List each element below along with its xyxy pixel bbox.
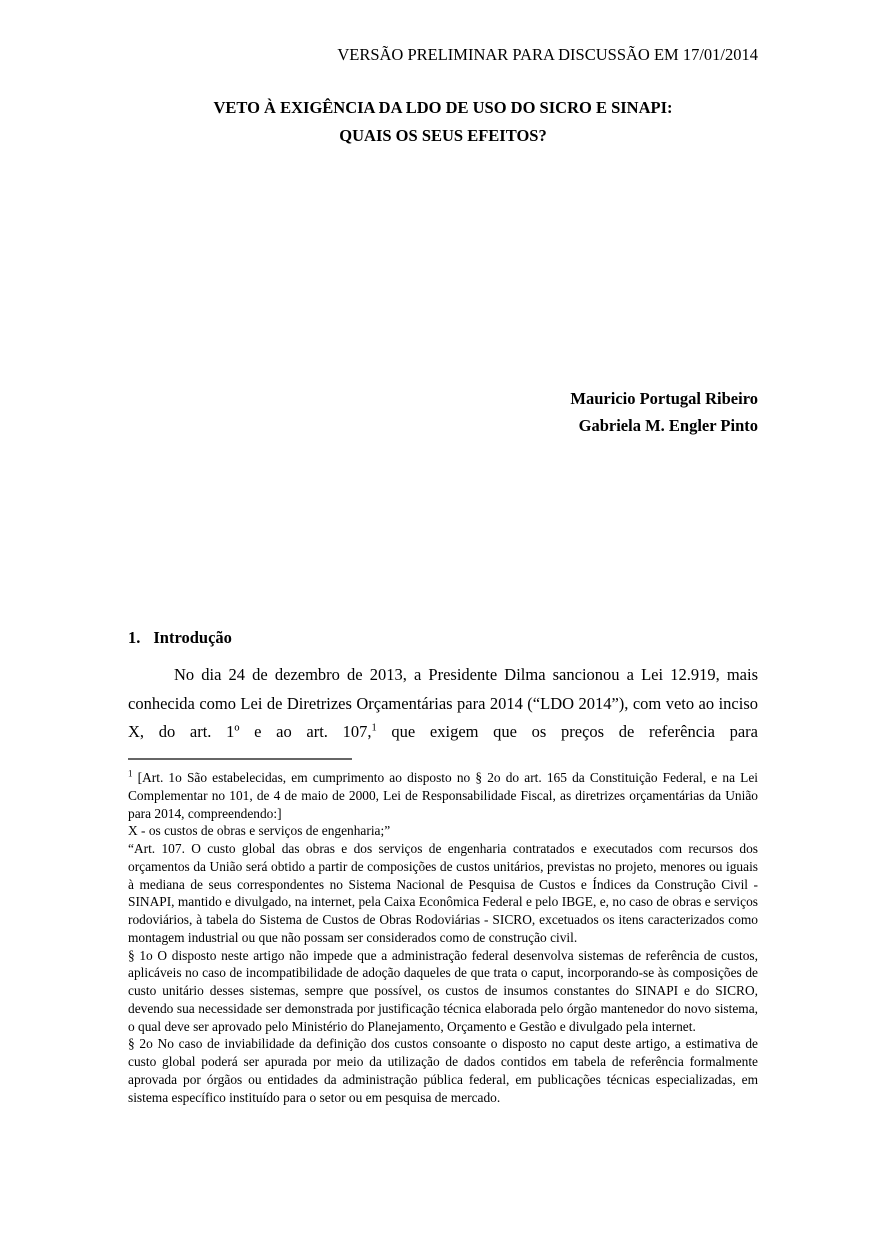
document-title-line1: VETO À EXIGÊNCIA DA LDO DE USO DO SICRO E SINAPI: xyxy=(213,98,673,117)
section-heading xyxy=(128,628,232,648)
footnote-block xyxy=(128,769,758,1106)
author-name-2: Gabriela M. Engler Pinto xyxy=(578,416,758,436)
footnote-reference: 1 xyxy=(371,722,377,734)
footnote-paragraph-3: “Art. 107. O custo global das obras e dos serviços de engenharia contratados e executados com recursos dos orçamentos da União será obtido a partir de composições de custos unitários, previstas no projeto, menores ou iguais à mediana de seus correspondentes no Sistema Nacional de Pesquisa de Custos e Índices da Construção Civil - SINAPI, mantido e divulgado, na internet, pela Caixa Econômica Federal e pelo IBGE, e, no caso de obras e serviços rodoviários, à tabela do Sistema de Custos de Obras Rodoviárias - SICRO, excetuados os itens caracterizados como montagem industrial ou que não possam ser considerados como de construção civil. xyxy=(128,841,758,945)
footnote-paragraph-4: § 1o O disposto neste artigo não impede que a administração federal desenvolva sistemas de referência de custos, aplicáveis no caso de incompatibilidade de adoção daqueles de que trata o caput, incorporando-se às composições de custo unitário desses sistemas, sempre que possível, os custos de insumos constantes do SINAPI e do SICRO, devendo sua necessidade ser demonstrada por justificação técnica elaborada pelo órgão mantenedor do novo sistema, o qual deve ser aprovado pelo Ministério do Planejamento, Orçamento e Gestão e divulgado pela internet. xyxy=(128,947,758,1034)
section-number: 1. xyxy=(128,628,141,647)
section-title: Introdução xyxy=(153,628,232,647)
author-name-1: Mauricio Portugal Ribeiro xyxy=(570,389,758,408)
document-title xyxy=(128,94,758,151)
intro-paragraph xyxy=(128,661,758,747)
authors-block xyxy=(128,385,758,440)
footnote-paragraph-2: X - os custos de obras e serviços de engenharia;” xyxy=(128,823,391,839)
footnote-paragraph-1-text: [Art. 1o São estabelecidas, em cumprimento ao disposto no § 2o do art. 165 da Constituição Federal, e na Lei Complementar no 101, de 4 de maio de 2000, Lei de Responsabilidade Fiscal, as diretrizes orçamentárias da União para 2014, compreendendo:] xyxy=(128,770,758,821)
intro-paragraph-text-post: que exigem que os preços de referência para xyxy=(376,722,758,741)
footnote-marker: 1 xyxy=(128,768,133,779)
footnote-paragraph-5: § 2o No caso de inviabilidade da definição dos custos consoante o disposto no caput deste artigo, a estimativa de custo global poderá ser apurada por meio da utilização de dados contidos em tabela de referência formalmente aprovada por órgãos ou entidades da administração pública federal, em publicações técnicas especializadas, em sistema específico instituído para o setor ou em pesquisa de mercado. xyxy=(128,1036,758,1105)
footnote-paragraph-1 xyxy=(128,769,758,822)
footnote-separator-rule xyxy=(128,758,352,760)
document-title-line2: QUAIS OS SEUS EFEITOS? xyxy=(339,126,547,146)
draft-version-note: VERSÃO PRELIMINAR PARA DISCUSSÃO EM 17/01/2014 xyxy=(337,45,758,64)
intro-paragraph-text-pre: No dia 24 de dezembro de 2013, a Presidente Dilma sancionou a Lei 12.919, mais conhecida como Lei de Diretrizes Orçamentárias para 2014 (“LDO 2014”), com veto ao inciso X, do art. 1º e ao art. 107, xyxy=(128,665,758,741)
